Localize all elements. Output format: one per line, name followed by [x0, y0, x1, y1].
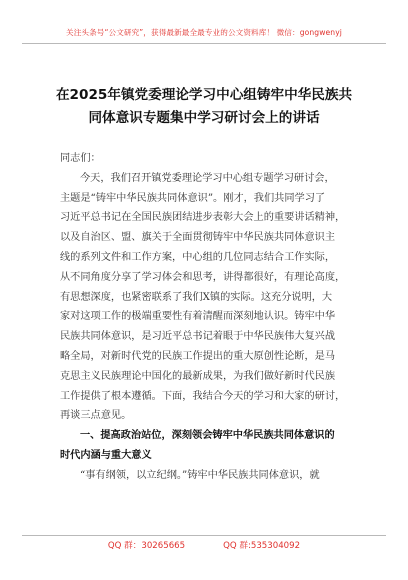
body-line: 家对这项工作的极端重要性有着清醒而深刻地认识。铸牢中华 [60, 311, 336, 323]
document-title [30, 84, 378, 130]
document-body [60, 149, 362, 486]
footer-qq-group-2: QQ 群:535304092 [223, 541, 301, 551]
body-line: 从不同角度分享了学习体会和思考，讲得都很好，有理论高度， [60, 271, 346, 283]
header-divider [22, 43, 386, 44]
body-line: 以及自治区、盟、旗关于全面贯彻铸牢中华民族共同体意识主 [60, 232, 336, 244]
footer-qq-group-1: QQ 群：30265665 [107, 541, 186, 551]
body-line: “事有纲领，以立纪纲。”铸牢中华民族共同体意识，就 [80, 469, 320, 481]
body-line: 略全局，对新时代党的民族工作提出的重大原创性论断，是马 [60, 350, 336, 362]
footer-divider [22, 535, 386, 536]
body-line: 再谈三点意见。 [60, 410, 132, 422]
title-line-1: 在2025年镇党委理论学习中心组铸牢中华民族共 [55, 87, 353, 103]
body-line: 工作提供了根本遵循。下面，我结合今天的学习和大家的研讨， [60, 390, 346, 402]
salutation: 同志们： [60, 153, 101, 164]
title-line-2: 同体意识专题集中学习研讨会上的讲话 [88, 110, 320, 126]
body-line: 今天，我们召开镇党委理论学习中心组专题学习研讨会， [80, 172, 335, 184]
header-banner: 关注头条号“公文研究”，获得最新最全最专业的公文资料库！ 微信：gongwenyj [66, 28, 342, 37]
footer [0, 539, 408, 551]
body-line: 克思主义民族理论中国化的最新成果，为我们做好新时代民族 [60, 370, 336, 382]
body-line: 有思想深度，也紧密联系了我们X镇的实际。这充分说明，大 [60, 291, 333, 303]
body-line: 主题是“铸牢中华民族共同体意识”。刚才，我们共同学习了 [60, 192, 326, 204]
section-heading-line-2: 时代内涵与重大意义 [60, 449, 152, 461]
body-line: 民族共同体意识，是习近平总书记着眼于中华民族伟大复兴战 [60, 331, 336, 343]
body-line: 习近平总书记在全国民族团结进步表彰大会上的重要讲话精神， [60, 212, 346, 224]
section-heading-line-1: 一、提高政治站位，深刻领会铸牢中华民族共同体意识的 [80, 430, 335, 442]
body-line: 线的系列文件和工作方案，中心组的几位同志结合工作实际， [60, 251, 336, 263]
